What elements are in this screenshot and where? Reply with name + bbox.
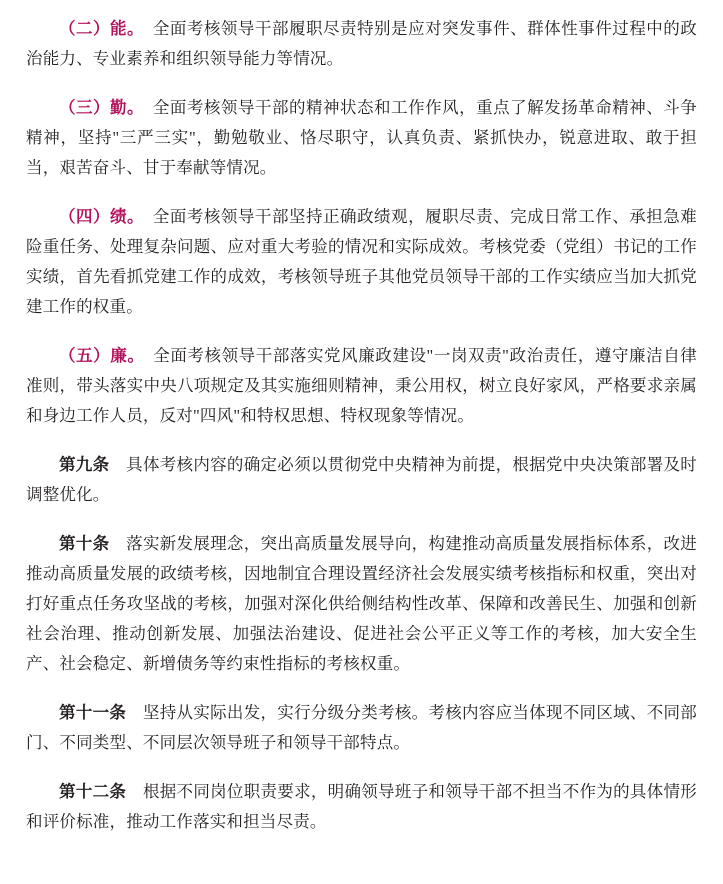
paragraph-text: 具体考核内容的确定必须以贯彻党中央精神为前提，根据党中央决策部署及时调整优化。 (26, 455, 697, 504)
paragraph-text: 全面考核领导干部坚持正确政绩观，履职尽责、完成日常工作、承担急难险重任务、处理复杂问题、应对重大考验的情况和实际成效。考核党委（党组）书记的工作实绩，首先看抓党建工作的成效，考核领导班子其他党员领导干部的工作实绩应当加大抓党建工作的权重。 (26, 207, 697, 316)
paragraph-lead: （二）能。 (59, 19, 136, 38)
paragraph-text: 坚持从实际出发，实行分级分类考核。考核内容应当体现不同区域、不同部门、不同类型、不同层次领导班子和领导干部特点。 (26, 703, 697, 752)
paragraph-item-5-lian (26, 341, 697, 431)
paragraph-text: 根据不同岗位职责要求，明确领导班子和领导干部不担当不作为的具体情形和评价标准，推动工作落实和担当尽责。 (26, 782, 697, 831)
paragraph-lead: （四）绩。 (59, 207, 136, 226)
paragraph-article-12 (26, 777, 697, 837)
paragraph-lead: 第九条 (59, 455, 110, 474)
document-body (26, 14, 697, 837)
paragraph-lead: （五）廉。 (59, 346, 137, 365)
paragraph-article-10 (26, 529, 697, 679)
paragraph-article-11 (26, 698, 697, 758)
paragraph-article-9 (26, 450, 697, 510)
paragraph-item-4-ji (26, 202, 697, 322)
paragraph-lead: 第十一条 (59, 703, 127, 722)
paragraph-item-3-qin (26, 93, 697, 183)
paragraph-lead: 第十条 (59, 534, 110, 553)
paragraph-text: 全面考核领导干部履职尽责特别是应对突发事件、群体性事件过程中的政治能力、专业素养和组织领导能力等情况。 (26, 19, 697, 68)
paragraph-lead: （三）勤。 (59, 98, 136, 117)
paragraph-item-2-neng (26, 14, 697, 74)
paragraph-text: 全面考核领导干部落实党风廉政建设"一岗双责"政治责任，遵守廉洁自律准则，带头落实中央八项规定及其实施细则精神，秉公用权，树立良好家风，严格要求亲属和身边工作人员，反对"四风"和特权思想、特权现象等情况。 (26, 346, 698, 425)
paragraph-text: 落实新发展理念，突出高质量发展导向，构建推动高质量发展指标体系，改进推动高质量发展的政绩考核，因地制宜合理设置经济社会发展实绩考核指标和权重，突出对打好重点任务攻坚战的考核，加强对深化供给侧结构性改革、保障和改善民生、加强和创新社会治理、推动创新发展、加强法治建设、促进社会公平正义等工作的考核，加大安全生产、社会稳定、新增债务等约束性指标的考核权重。 (26, 534, 697, 673)
paragraph-lead: 第十二条 (59, 782, 127, 801)
paragraph-text: 全面考核领导干部的精神状态和工作作风，重点了解发扬革命精神、斗争精神，坚持"三严三实"，勤勉敬业、恪尽职守，认真负责、紧抓快办，锐意进取、敢于担当，艰苦奋斗、甘于奉献等情况。 (26, 98, 697, 177)
